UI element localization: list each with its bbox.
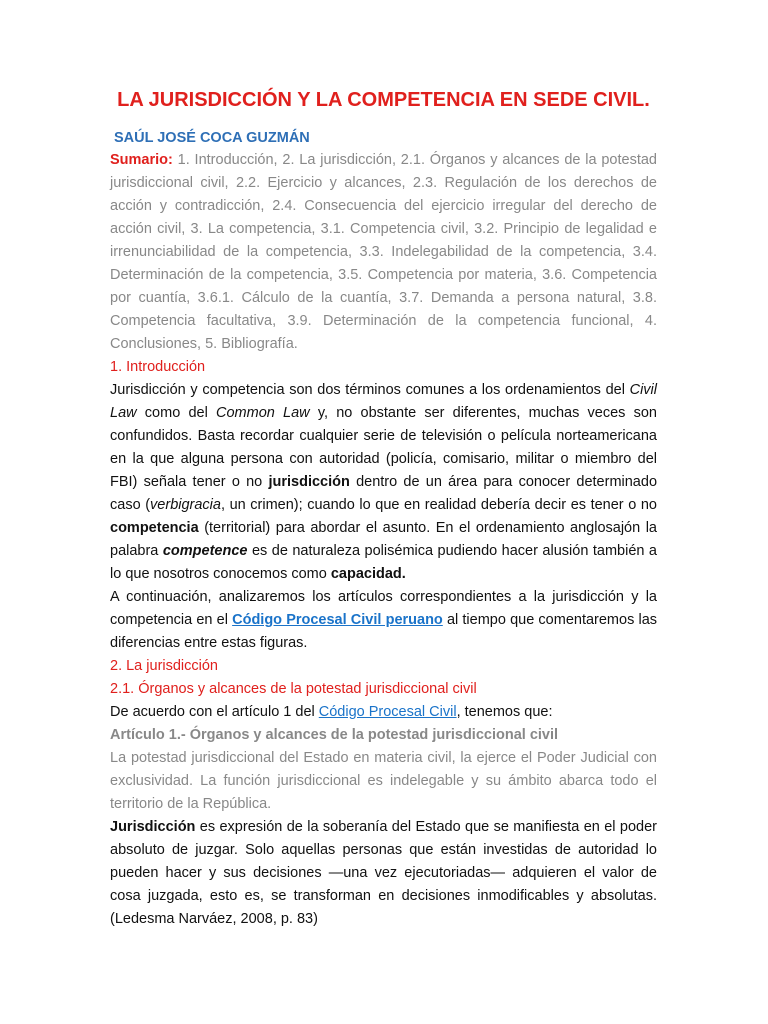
text-span: y, no obstante ser diferentes, muchas veces son confundidos. Basta recordar cualquier serie de televisión o película norteamericana en la que alguna persona con autoridad (policía, comisario, militar o miembro del FBI) señala tener o no [110,405,657,490]
intro-paragraph-2 [110,586,657,655]
text-span: como del [136,405,216,421]
sumario-label: Sumario: [110,152,173,168]
article-1-text: La potestad jurisdiccional del Estado en materia civil, la ejerce el Poder Judicial con exclusividad. La función jurisdiccional es indelegable y su ámbito abarca todo el territorio de la República. [110,750,657,812]
text-span: dentro de un área para conocer determinado caso ( [110,474,658,513]
article-intro-paragraph [110,701,657,724]
common-law-term: Common Law [216,405,310,421]
text-span: Jurisdicción y competencia son dos términos comunes a los ordenamientos del [110,382,630,398]
text-span: De acuerdo con el artículo 1 del [110,704,319,720]
sumario-paragraph [110,149,657,356]
capacidad-term: capacidad. [330,566,406,582]
text-span: (territorial) para abordar el asunto. En el ordenamiento anglosajón la palabra [110,520,657,559]
civil-law-term: Civil Law [110,382,657,421]
intro-paragraph-1 [110,379,657,586]
text-span: es de naturaleza polisémica pudiendo hacer alusión también a lo que nosotros conocemos como [110,543,657,582]
codigo-procesal-civil-link[interactable]: Código Procesal Civil [318,704,457,720]
text-span: , tenemos que: [456,704,553,720]
document-title: LA JURISDICCIÓN Y LA COMPETENCIA EN SEDE CIVIL. [117,89,650,111]
article-1-title: Artículo 1.- Órganos y alcances de la potestad jurisdiccional civil [110,727,559,743]
jurisdiccion-term: jurisdicción [268,474,350,490]
competence-term: competence [162,543,248,559]
sumario-text: 1. Introducción, 2. La jurisdicción, 2.1. Órganos y alcances de la potestad jurisdiccional civil, 2.2. Ejercicio y alcances, 2.3. Regulación de los derechos de acción y contradicción, 2.4. Consecuencia del ejercicio irregular del derecho de acción civil, 3. La competencia, 3.1. Competencia civil, 3.2. Principio de legalidad e irrenunciabilidad de la competencia, 3.3. Indelegabilidad de la competencia, 3.4. Determinación de la competencia, 3.5. Competencia por materia, 3.6. Competencia por cuantía, 3.6.1. Cálculo de la cuantía, 3.7. Demanda a persona natural, 3.8. Competencia facultativa, 3.9. Determinación de la competencia funcional, 4. Conclusiones, 5. Bibliografía. [110,152,657,352]
section-1-heading: 1. Introducción [110,359,206,375]
text-span: es expresión de la soberanía del Estado que se manifiesta en el poder absoluto de juzgar. Solo aquellas personas que están investidas de autoridad lo pueden hacer y sus decisiones —una vez ejecutoriadas— adquieren el valor de cosa juzgada, esto es, se transforman en decisiones inmodificables y absolutas. (Ledesma Narváez, 2008, p. 83) [110,819,657,927]
competencia-term: competencia [110,520,199,536]
jurisdiccion-definition-paragraph [110,816,657,931]
text-span: al tiempo que comentaremos las diferencias entre estas figuras. [110,612,658,651]
author-name: SAÚL JOSÉ COCA GUZMÁN [114,130,310,146]
verbigracia-term: verbigracia [150,497,221,513]
section-2-1-heading: 2.1. Órganos y alcances de la potestad jurisdiccional civil [110,681,477,697]
jurisdiccion-bold-term: Jurisdicción [110,819,196,835]
text-span: A continuación, analizaremos los artículos correspondientes a la jurisdicción y la competencia en el [110,589,657,628]
codigo-procesal-civil-peruano-link[interactable]: Código Procesal Civil peruano [232,612,443,628]
text-span: , un crimen); cuando lo que en realidad debería decir es tener o no [220,497,657,513]
section-2-heading: 2. La jurisdicción [110,658,218,674]
